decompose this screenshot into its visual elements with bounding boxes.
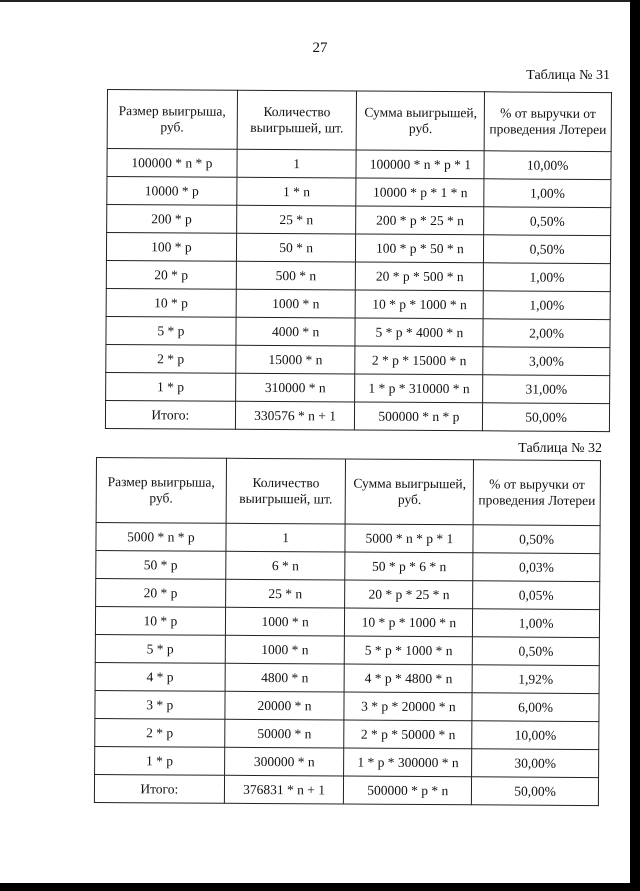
cell-prize-count: 6 * n <box>225 551 345 580</box>
cell-prize-size: 50 * p <box>96 551 226 580</box>
table-row <box>95 662 599 693</box>
cell-prize-count: 20000 * n <box>225 691 345 720</box>
cell-prize-sum: 10 * p * 1000 * n <box>345 608 473 637</box>
total-row <box>105 400 609 431</box>
cell-prize-sum: 100000 * n * p * 1 <box>356 150 484 179</box>
cell-prize-sum: 20 * p * 25 * n <box>345 580 473 609</box>
table-row <box>96 523 600 554</box>
cell-revenue-percent: 1,00% <box>484 179 611 208</box>
cell-prize-sum: 5 * p * 1000 * n <box>345 636 473 665</box>
cell-prize-count: 50 * n <box>236 233 356 262</box>
cell-prize-count: 1000 * n <box>236 289 356 318</box>
cell-prize-sum: 500000 * p * n <box>344 776 472 805</box>
table-31 <box>105 89 612 432</box>
cell-prize-sum: 5000 * n * p * 1 <box>345 524 473 553</box>
table-row <box>106 372 610 403</box>
cell-prize-size: 1 * p <box>106 372 236 401</box>
scan-edge-bottom <box>0 883 640 891</box>
cell-revenue-percent: 1,00% <box>473 609 600 638</box>
table-row <box>96 579 600 610</box>
cell-revenue-percent: 6,00% <box>472 693 599 722</box>
cell-revenue-percent: 1,00% <box>484 263 611 292</box>
table-row <box>95 690 599 721</box>
cell-prize-sum: 200 * p * 25 * n <box>356 206 484 235</box>
cell-revenue-percent: 1,92% <box>472 665 599 694</box>
cell-prize-sum: 1 * p * 310000 * n <box>355 374 483 403</box>
cell-prize-size: 5 * p <box>95 634 225 663</box>
cell-revenue-percent: 50,00% <box>472 777 599 806</box>
cell-prize-size: 4 * p <box>95 662 225 691</box>
cell-prize-size: 200 * p <box>107 205 237 234</box>
cell-prize-sum: 1 * p * 300000 * n <box>344 748 472 777</box>
cell-prize-sum: 10000 * p * 1 * n <box>356 178 484 207</box>
cell-revenue-percent: 0,03% <box>473 553 600 582</box>
table-31-body <box>105 149 611 432</box>
cell-prize-count: 1000 * n <box>225 635 345 664</box>
cell-revenue-percent: 0,05% <box>473 581 600 610</box>
cell-prize-count: 1 * n <box>236 177 356 206</box>
header-revenue-percent: % от выручки от проведения Лотереи <box>473 460 600 526</box>
cell-prize-count: 300000 * n <box>224 747 344 776</box>
cell-prize-count: 310000 * n <box>235 373 355 402</box>
table-row <box>96 551 600 582</box>
table-row <box>107 177 611 208</box>
cell-prize-size: 10 * p <box>95 607 225 636</box>
cell-prize-count: 4800 * n <box>225 663 345 692</box>
cell-prize-size: 5000 * n * p <box>96 523 226 552</box>
cell-revenue-percent: 1,00% <box>483 291 610 320</box>
cell-prize-sum: 10 * p * 1000 * n <box>356 290 484 319</box>
table-row <box>106 233 610 264</box>
header-prize-sum: Сумма выигрышей, руб. <box>357 91 485 151</box>
page-number: 27 <box>312 40 328 56</box>
table-row <box>106 260 610 291</box>
scan-edge-top <box>0 0 640 2</box>
cell-prize-size: 20 * p <box>106 260 236 289</box>
cell-prize-sum: 3 * p * 20000 * n <box>344 692 472 721</box>
table-row <box>107 205 611 236</box>
table-31-caption: Таблица № 31 <box>526 68 610 83</box>
cell-prize-size: 5 * p <box>106 316 236 345</box>
cell-revenue-percent: 31,00% <box>483 375 610 404</box>
cell-prize-size: 20 * p <box>96 579 226 608</box>
table-row <box>95 718 599 749</box>
cell-prize-count: 25 * n <box>225 579 345 608</box>
header-prize-size: Размер выигрыша, руб. <box>107 90 237 150</box>
cell-prize-count: 1000 * n <box>225 607 345 636</box>
table-32-body <box>94 523 600 806</box>
table-row <box>107 149 611 180</box>
cell-prize-size: Итого: <box>94 774 224 803</box>
cell-revenue-percent: 0,50% <box>473 525 600 554</box>
cell-prize-sum: 2 * p * 50000 * n <box>344 720 472 749</box>
table-row <box>95 607 599 638</box>
total-row <box>94 774 598 805</box>
table-row <box>95 746 599 777</box>
table-row <box>95 634 599 665</box>
cell-prize-count: 330576 * n + 1 <box>235 401 355 430</box>
cell-prize-sum: 50 * p * 6 * n <box>345 552 473 581</box>
cell-revenue-percent: 30,00% <box>472 749 599 778</box>
cell-prize-size: 100000 * n * p <box>107 149 237 178</box>
cell-prize-size: 2 * p <box>106 344 236 373</box>
header-revenue-percent: % от выручки от проведения Лотереи <box>484 92 611 152</box>
cell-prize-count: 25 * n <box>236 205 356 234</box>
table-row <box>106 316 610 347</box>
cell-prize-sum: 100 * p * 50 * n <box>356 234 484 263</box>
table-header-row <box>96 458 600 526</box>
cell-prize-count: 4000 * n <box>236 317 356 346</box>
table-header-row <box>107 90 611 152</box>
cell-prize-sum: 20 * p * 500 * n <box>356 262 484 291</box>
cell-prize-size: 100 * p <box>106 233 236 262</box>
cell-revenue-percent: 0,50% <box>484 207 611 236</box>
cell-prize-count: 500 * n <box>236 261 356 290</box>
header-prize-size: Размер выигрыша, руб. <box>96 458 226 524</box>
cell-revenue-percent: 10,00% <box>472 721 599 750</box>
cell-prize-size: 1 * p <box>95 746 225 775</box>
header-prize-sum: Сумма выигрышей, руб. <box>346 459 474 525</box>
cell-revenue-percent: 2,00% <box>483 319 610 348</box>
cell-revenue-percent: 50,00% <box>483 403 610 432</box>
table-32-caption: Таблица № 32 <box>518 441 602 456</box>
cell-prize-count: 1 <box>237 149 357 178</box>
header-prize-count: Количество выигрышей, шт. <box>237 90 357 150</box>
header-prize-count: Количество выигрышей, шт. <box>226 458 346 524</box>
cell-prize-size: 10 * p <box>106 288 236 317</box>
cell-prize-sum: 2 * p * 15000 * n <box>355 346 483 375</box>
cell-prize-count: 50000 * n <box>224 719 344 748</box>
table-row <box>106 344 610 375</box>
cell-revenue-percent: 0,50% <box>484 235 611 264</box>
table-row <box>106 288 610 319</box>
cell-prize-sum: 500000 * n * p <box>355 402 483 431</box>
cell-prize-sum: 4 * p * 4800 * n <box>345 664 473 693</box>
cell-revenue-percent: 10,00% <box>484 151 611 180</box>
cell-revenue-percent: 0,50% <box>472 637 599 666</box>
cell-revenue-percent: 3,00% <box>483 347 610 376</box>
scan-edge-right <box>630 0 640 891</box>
cell-prize-size: Итого: <box>105 400 235 429</box>
cell-prize-sum: 5 * p * 4000 * n <box>355 318 483 347</box>
cell-prize-size: 10000 * p <box>107 177 237 206</box>
cell-prize-size: 3 * p <box>95 690 225 719</box>
cell-prize-size: 2 * p <box>95 718 225 747</box>
table-32 <box>94 457 601 806</box>
cell-prize-count: 376831 * n + 1 <box>224 775 344 804</box>
cell-prize-count: 1 <box>226 523 346 552</box>
cell-prize-count: 15000 * n <box>235 345 355 374</box>
